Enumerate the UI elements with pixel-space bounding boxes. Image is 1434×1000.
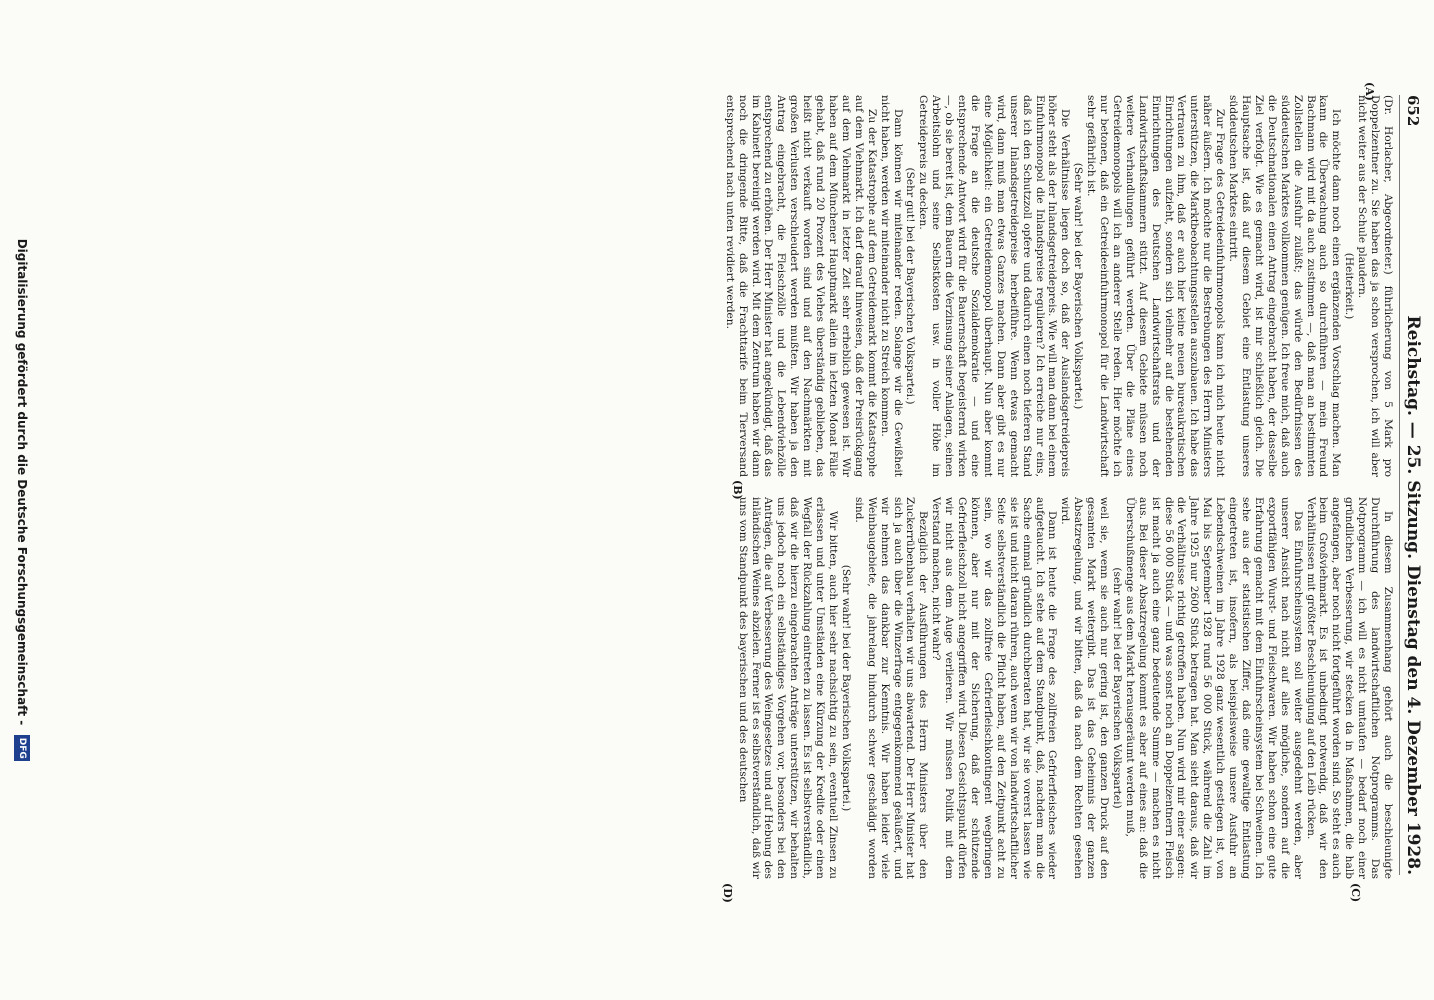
interjection: (Sehr gut! bei der Bayerischen Volkspartei.) [904,167,917,405]
left-column [723,95,1394,477]
paragraph: Zu der Katastrophe auf dem Getreidemarkt kommt die Katastrophe auf dem Viehmarkt. Ich darf darauf hinweisen, daß der Preisrückgang auf dem Viehmarkt in letzter Zeit sehr erheblich gewesen ist. Wir haben auf dem Münchener Hauptmarkt allein im letzten Monat Fälle gehabt, daß rund 20 Prozent des Viehes überständig geblieben, das heißt nicht verkauft worden sind und auf den Nachmärkten mit großen Verlusten verschleudert werden mußten. Wir haben ja den Antrag eingebracht, die Fleischzölle und die Lebendviehzölle entsprechend zu erhöhen. Der Herr Minister hat angekündigt, daß das im Kabinett bereinigt werden wird. Mit dem Zentrum haben wir dann noch die dringende Bitte, daß die Frachttarife beim Tierversand entsprechend nach unten revidiert werden. [723,95,878,477]
dfg-logo: DFG [14,735,30,761]
interjection: (Sehr wahr! bei der Bayerischen Volkspartei.) [839,564,852,812]
paragraph: (Dr. Horlacher, Abgeordneter.) führlicherung von 5 Mark pro Doppelzentner zu. Sie haben das ja schon versprochen, ich will aber nicht weiter aus der Schule plaudern. [1356,95,1394,477]
interjection: (Sehr wahr! bei der Bayerischen Volkspartei.) [1072,162,1085,410]
margin-marker-a: (A) [1363,82,1376,101]
paragraph: Ich möchte dann noch einen ergänzenden Vorschlag machen. Man kann die Überwachung auch so durchführen — mein Freund Bachmann wird mit da auch zustimmen —, daß man an bestimmten Zollstellen die Ausfuhr zuläßt; das würde den Bedürfnissen des süddeutschen Marktes vollkommen genügen. Ich freue mich, daß auch die Deutschnationalen einen Antrag eingebracht haben, der dasselbe Ziel verfolgt. Wie es gemacht wird, ist mir schließlich gleich. Die Hauptsache ist, daß auf diesem Gebiet eine Entlastung unseres süddeutschen Marktes eintritt. [1227,95,1343,477]
paragraph: Wir bitten, auch hier sehr nachsichtig zu sein, eventuell Zinsen zu erlassen und unter Umständen eine Kürzung der Kredite oder einen Wegfall der Rückzahlung eintreten zu lassen. Es ist selbstverständlich, daß wir die hierzu eingebrachten Anträge unterstützen, wir behalten uns jedoch noch ein selbständiges Vorgehen vor, besonders bei den Anträgen, die auf Verbesserung des Weingesetzes und auf Hebung des inländischen Weines abzielen. Ferner ist es selbstverständlich, daß wir uns vom Standpunkt des bayerischen und des deutschen [736,497,840,879]
footer-text: Digitalisierung gefördert durch die Deutsche Forschungsgemeinschaft - [15,238,29,726]
paragraph: Bezüglich der Ausführungen des Herrn Ministers über den Zuckerrübenbau verhalten wir uns abwartend. Der Herr Minister hat sich ja auch über die Winzerfrage entgegenkommend geäußert, und wir nehmen das dankbar zur Kenntnis. Wir haben leider viele Weinbaugebiete, die jahrelang hindurch schwer geschädigt worden sind. [852,497,930,879]
paragraph: Zur Frage des Getreideeinfuhrmonopols kann ich mich heute nicht näher äußern. Ich möchte nur die Bestrebungen des Herrn Ministers unterstützen, die Marktbeobachtungsstellen auszubauen. Ich habe das Vertrauen zu ihm, daß er auch hier keine neuen bureaukratischen Einrichtungen aufzieht, sondern sich vielmehr auf die bestehenden Einrichtungen des Deutschen Landwirtschaftsrats und der Landwirtschaftskammern stützt. Auf diesem Gebiete müssen noch weitere Verhandlungen geführt werden. Über die Pläne eines Getreidemonopols will ich an anderer Stelle reden. Hier möchte ich nur betonen, daß ein Getreideeinfuhrmonopol für die Landwirtschaft sehr gefährlich ist. [1085,95,1227,477]
margin-marker-b: (B) [731,480,744,500]
paragraph: Die Verhältnisse liegen doch so, daß der Auslandsgetreidepreis höher steht als der Inlandsgetreidepreis. Wie will man dann bei einem Einfuhrmonopol die Inlandspreise regulieren? Ich erreiche nur eins, daß ich den Schutzzoll opfere und dadurch einen noch tieferen Stand unserer Inlandsgetreidepreise herbeiführe. Wenn etwas gemacht wird, dann muß man etwas Ganzes machen. Dann aber gibt es nur eine Möglichkeit: ein Getreidemonopol überhaupt. Nun aber kommt die Frage an die deutsche Sozialdemokratie — und eine entsprechende Antwort wird für die Bauernschaft begeisternd wirken —, ob sie bereit ist, dem Bauern die Verzinsung seiner Anlagen, seinen Arbeitslohn und seine Selbstkosten usw. in voller Höhe im Getreidepreis zu decken. [917,95,1072,477]
paragraph: Dann können wir miteinander reden. Solange wir die Gewißheit nicht haben, werden wir miteinander nicht zu Streich kommen. [878,95,904,477]
interjection: (sehr wahr! bei der Bayerischen Volkspartei) [1110,567,1123,809]
running-title: Reichstag. — 25. Sitzung. Dienstag den 4. Dezember 1928. [1403,315,1423,875]
paragraph: Dann ist heute die Frage des zollfreien Gefrierfleisches wieder aufgetaucht. Ich stehe auf dem Standpunkt, daß, nachdem man die Sache einmal gründlich durchberaten hat, wir sie vorerst lassen wie sie ist und nicht daran rühren, auch wenn wir von landwirtschaftlicher Seite selbstverständlich die Pflicht haben, auf den Zeitpunkt acht zu sein, wo wir das zollfreie Gefrierfleischkontingent wegbringen können, aber nur mit der Sicherung, daß der schützende Gefrierfleischzoll nicht angegriffen wird. Diesen Gesichtspunkt dürfen wir nicht aus dem Auge verlieren. Wir müssen Politik mit dem Verstand machen, nicht wahr? [930,497,1059,879]
page-header [1399,95,1426,875]
interjection: (Heiterkeit.) [1343,252,1356,320]
page-number: 652 [1404,95,1422,127]
right-column [736,497,1394,879]
paragraph: weil sie, wenn sie auch nur gering ist, den ganzen Druck auf den gesamten Markt weitergibt. Das ist das Geheimnis der ganzen Absatzregelung, und wir bitten, daß da nach dem Rechten gesehen wird. [1059,497,1111,879]
paragraph: Das Einfuhrscheinsystem soll weiter ausgedehnt werden, aber unserer Ansicht nach nicht auf alles mögliche, sondern auf die exportfähigen Wurst- und Fleischwaren. Wir haben schon eine gute Erfahrung gemacht mit dem Einfuhrscheinsystem bei Schweinen. Ich sehe aus der statistischen Ziffer, daß eine gewaltige Entlastung eingetreten ist, insofern, als beispielsweise unsere Ausfuhr an Lebendschweinen im Jahre 1928 ganz wesentlich gestiegen ist, von Mai bis September 1928 rund 56 000 Stück, während die Zahl im Jahre 1925 nur 2600 Stück betragen hat. Man sieht daraus, daß wir die Verhältnisse richtig getroffen haben. Nun wird mir einer sagen: diese 56 000 Stück — und was sonst noch an Doppelzentnern Fleisch ist macht ja auch eine ganz bedeutende Summe — machen es nicht aus. Bei dieser Absatzregelung kommt es aber auf eines an: daß die Überschußmenge aus dem Markt herausgeräumt werden muß, [1123,497,1304,879]
margin-marker-d: (D) [721,883,734,903]
margin-marker-c: (C) [1349,883,1362,903]
digitization-footer [12,20,32,980]
paragraph: In diesem Zusammenhang gehört auch die beschleunigte Durchführung des landwirtschaftlichen Notprogramms. Das Notprogramm — ich will es nicht umtaufen — bedarf noch einer gründlichen Verbesserung, wir stecken da in Maßnahmen, die halb angefangen, aber noch nicht fortgeführt worden sind. So steht es auch beim Großviehmarkt. Es ist unbedingt notwendig, daß wir den Verhältnissen mit größter Beschleunigung auf den Leib rücken. [1304,497,1394,879]
